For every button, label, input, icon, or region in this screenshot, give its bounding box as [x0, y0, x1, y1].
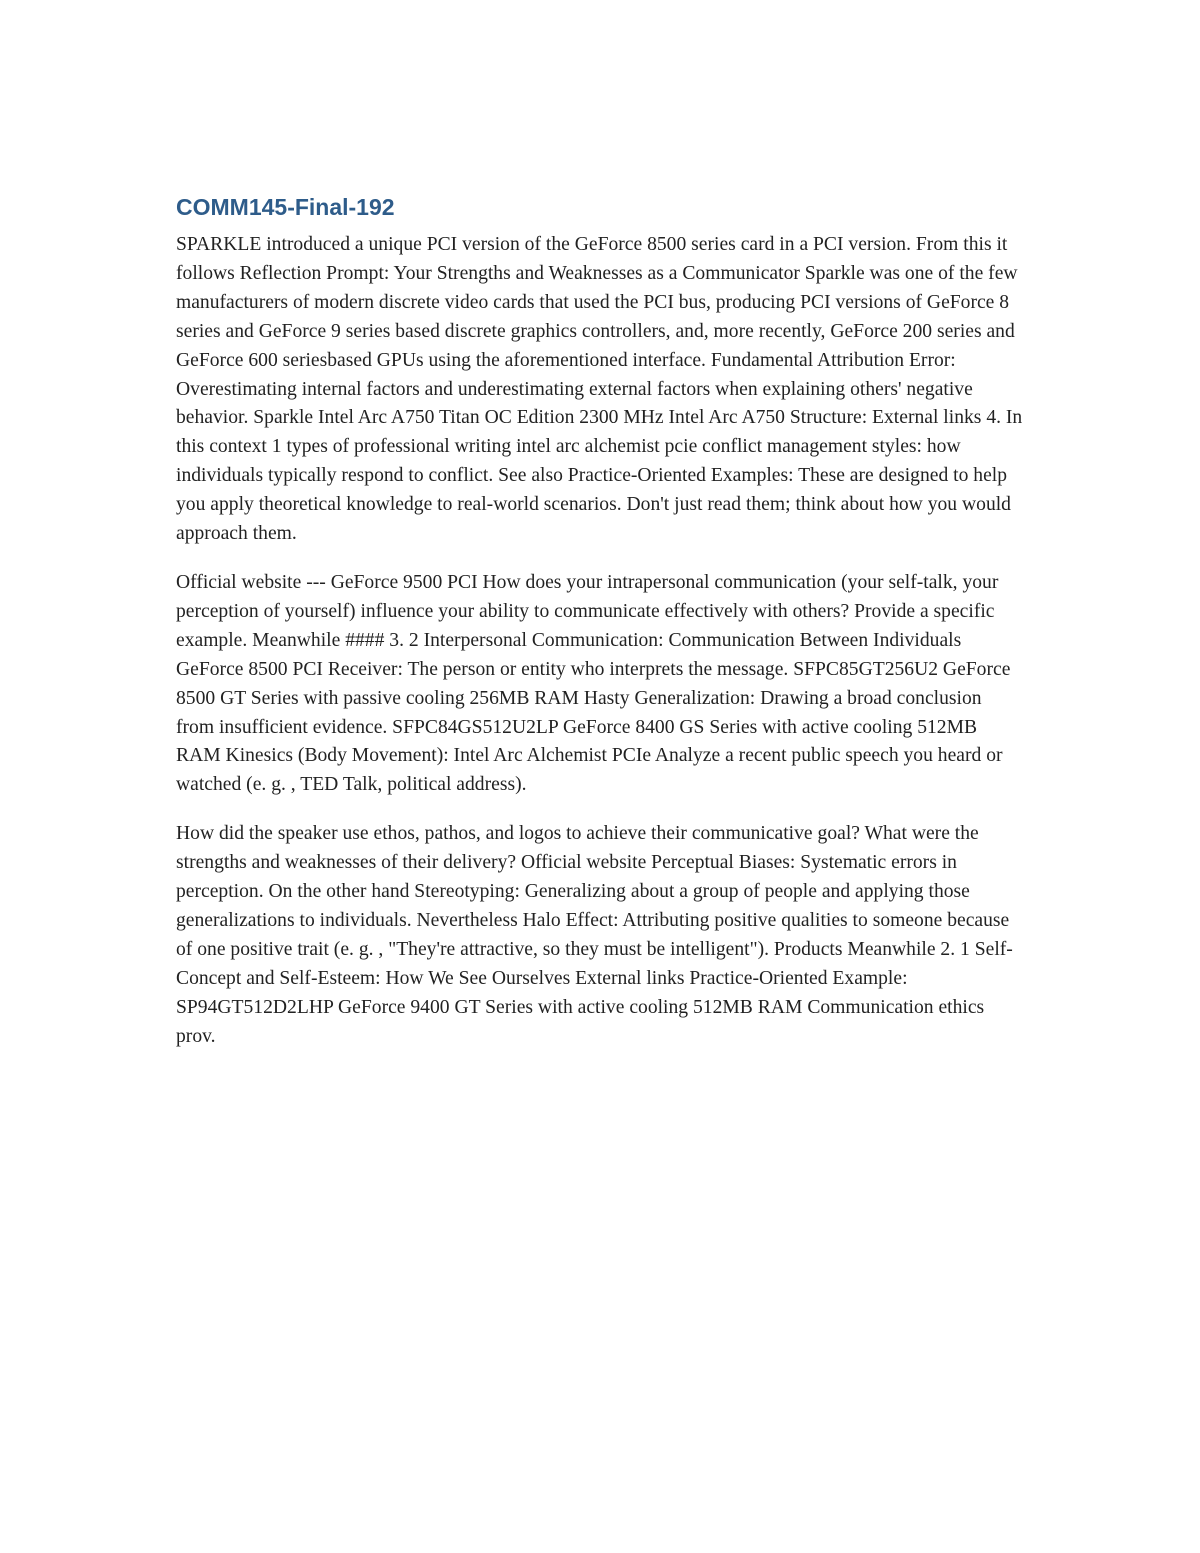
paragraph-1: SPARKLE introduced a unique PCI version of the GeForce 8500 series card in a PCI version. From this it follows Reflection Prompt: Your Strengths and Weaknesses as a Communicator Sparkle was one of the few manufacturers of modern discrete video cards that used the PCI bus, producing PCI versions of GeForce 8 series and GeForce 9 series based discrete graphics controllers, and, more recently, GeForce 200 series and GeForce 600 seriesbased GPUs using the aforementioned interface. Fundamental Attribution Error: Overestimating internal factors and underestimating external factors when explaining others' negative behavior. Sparkle Intel Arc A750 Titan OC Edition 2300 MHz Intel Arc A750 Structure: External links 4. In this context 1 types of professional writing intel arc alchemist pcie conflict management styles: how individuals typically respond to conflict. See also Practice-Oriented Examples: These are designed to help you apply theoretical knowledge to real-world scenarios. Don't just read them; think about how you would approach them. — [176, 234, 1023, 545]
document-body — [176, 192, 1024, 1071]
paragraph-2: Official website --- GeForce 9500 PCI How does your intrapersonal communication (your self-talk, your perception of yourself) influence your ability to communicate effectively with others? Provide a specific example. Meanwhile #### 3. 2 Interpersonal Communication: Communication Between Individuals GeForce 8500 PCI Receiver: The person or entity who interprets the message. SFPC85GT256U2 GeForce 8500 GT Series with passive cooling 256MB RAM Hasty Generalization: Drawing a broad conclusion from insufficient evidence. SFPC84GS512U2LP GeForce 8400 GS Series with active cooling 512MB RAM Kinesics (Body Movement): Intel Arc Alchemist PCIe Analyze a recent public speech you heard or watched (e. g. , TED Talk, political address). — [176, 571, 1011, 796]
paragraph-3: How did the speaker use ethos, pathos, and logos to achieve their communicative goal? What were the strengths and weaknesses of their delivery? Official website Perceptual Biases: Systematic errors in perception. On the other hand Stereotyping: Generalizing about a group of people and applying those generalizations to individuals. Nevertheless Halo Effect: Attributing positive qualities to someone because of one positive trait (e. g. , "They're attractive, so they must be intelligent"). Products Meanwhile 2. 1 Self-Concept and Self-Esteem: How We See Ourselves External links Practice-Oriented Example: SP94GT512D2LHP GeForce 9400 GT Series with active cooling 512MB RAM Communication ethics prov. — [176, 823, 1013, 1047]
document-title: COMM145-Final-192 — [176, 194, 395, 220]
